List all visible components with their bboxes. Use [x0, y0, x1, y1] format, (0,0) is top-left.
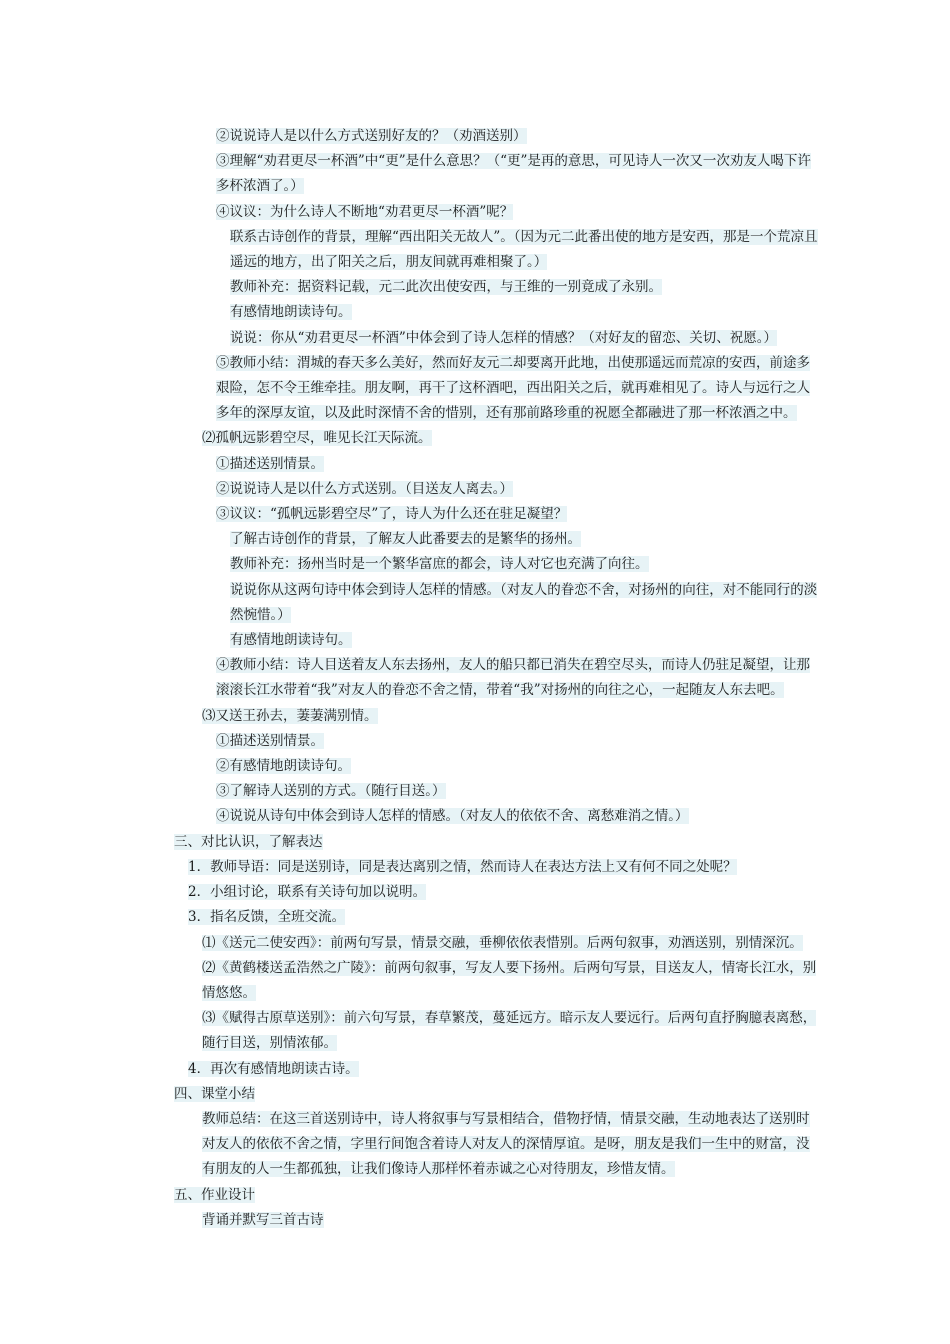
paragraph — [144, 1107, 820, 1183]
paragraph-text: ④说说从诗句中体会到诗人怎样的情感。（对友人的依依不舍、离愁难消之情。） — [216, 808, 689, 825]
paragraph — [144, 502, 820, 527]
paragraph-text: 有感情地朗读诗句。 — [230, 304, 352, 321]
paragraph — [144, 578, 820, 628]
paragraph-text: 3．指名反馈，全班交流。 — [188, 909, 346, 926]
paragraph — [144, 426, 820, 451]
paragraph-text: ②说说诗人是以什么方式送别。（目送友人离去。） — [216, 480, 513, 497]
paragraph — [144, 124, 820, 149]
paragraph — [144, 275, 820, 300]
paragraph — [144, 779, 820, 804]
paragraph — [144, 452, 820, 477]
paragraph-text: 五、作业设计 — [174, 1186, 255, 1203]
paragraph-text: ③了解诗人送别的方式。（随行目送。） — [216, 783, 446, 800]
paragraph-text: 教师补充：扬州当时是一个繁华富庶的都会，诗人对它也充满了向往。 — [230, 556, 649, 573]
paragraph-text: 1．教师导语：同是送别诗，同是表达离别之情，然而诗人在表达方法上又有何不同之处呢？ — [188, 858, 737, 875]
paragraph-text: 4．再次有感情地朗读古诗。 — [188, 1060, 359, 1077]
paragraph-text: ④议议：为什么诗人不断地“劝君更尽一杯酒”呢？ — [216, 203, 514, 220]
paragraph — [144, 477, 820, 502]
paragraph-text: 说说你从这两句诗中体会到诗人怎样的情感。（对友人的眷恋不舍，对扬州的向往，对不能同行的淡然惋惜。） — [230, 581, 818, 623]
paragraph — [144, 931, 820, 956]
paragraph — [144, 1006, 820, 1056]
paragraph-text: ③议议：“孤帆远影碧空尽”了，诗人为什么还在驻足凝望？ — [216, 506, 568, 523]
paragraph — [144, 149, 820, 199]
paragraph-text: 了解古诗创作的背景，了解友人此番要去的是繁华的扬州。 — [230, 531, 581, 548]
paragraph-text: 四、课堂小结 — [174, 1085, 255, 1102]
paragraph — [144, 225, 820, 275]
paragraph-text: ⑵孤帆远影碧空尽，唯见长江天际流。 — [202, 430, 432, 447]
paragraph — [144, 628, 820, 653]
paragraph-text: 教师补充：据资料记载，元二此次出使安西，与王维的一别竟成了永别。 — [230, 279, 662, 296]
paragraph-text: ⑶《赋得古原草送别》：前六句写景，春草繁茂，蔓延远方。暗示友人要远行。后两句直抒胸臆表离愁，随行目送，别情浓郁。 — [202, 1010, 817, 1052]
paragraph-text: 有感情地朗读诗句。 — [230, 632, 352, 649]
paragraph-text: ②说说诗人是以什么方式送别好友的？（劝酒送别） — [216, 128, 527, 144]
paragraph-text: 教师总结：在这三首送别诗中，诗人将叙事与写景相结合，借物抒情，情景交融，生动地表达了送别时对友人的依依不舍之情，字里行间饱含着诗人对友人的深情厚谊。是呀，朋友是我们一生中的财富，没有朋友的人一生都孤独，让我们像诗人那样怀着赤诚之心对待朋友，珍惜友情。 — [202, 1110, 810, 1178]
paragraph — [144, 200, 820, 225]
paragraph — [144, 729, 820, 754]
paragraph-text: 说说：你从“劝君更尽一杯酒”中体会到了诗人怎样的情感？（对好友的留恋、关切、祝愿。） — [230, 329, 778, 346]
document-body — [144, 124, 820, 1233]
paragraph-text: ⑶又送王孙去，萋萋满别情。 — [202, 707, 378, 724]
paragraph — [144, 1082, 820, 1107]
paragraph — [144, 704, 820, 729]
paragraph — [144, 1183, 820, 1208]
paragraph-text: 2．小组讨论，联系有关诗句加以说明。 — [188, 884, 427, 901]
paragraph — [144, 351, 820, 427]
paragraph-text: ④教师小结：诗人目送着友人东去扬州，友人的船只都已消失在碧空尽头，而诗人仍驻足凝望，让那滚滚长江水带着“我”对友人的眷恋不舍之情，带着“我”对扬州的向往之心，一起随友人东去吧。 — [216, 657, 810, 699]
paragraph — [144, 653, 820, 703]
paragraph — [144, 527, 820, 552]
paragraph — [144, 1057, 820, 1082]
paragraph — [144, 830, 820, 855]
paragraph — [144, 956, 820, 1006]
paragraph — [144, 905, 820, 930]
paragraph-text: ③理解“劝君更尽一杯酒”中“更”是什么意思？（“更”是再的意思，可见诗人一次又一次劝友人喝下许多杯浓酒了。） — [216, 153, 811, 195]
paragraph-text: ⑵《黄鹤楼送孟浩然之广陵》：前两句叙事，写友人要下扬州。后两句写景，目送友人，情寄长江水，别情悠悠。 — [202, 959, 817, 1001]
paragraph-text: 联系古诗创作的背景，理解“西出阳关无故人”。（因为元二此番出使的地方是安西，那是一个荒凉且遥远的地方，出了阳关之后，朋友间就再难相聚了。） — [230, 228, 818, 271]
paragraph-text: ⑤教师小结：渭城的春天多么美好，然而好友元二却要离开此地，出使那遥远而荒凉的安西，前途多艰险，怎不令王维牵挂。朋友啊，再干了这杯酒吧，西出阳关之后，就再难相见了。诗人与远行之人多年的深厚友谊，以及此时深情不舍的惜别，还有那前路珍重的祝愿全都融进了那一杯浓酒之中。 — [216, 354, 810, 422]
paragraph — [144, 326, 820, 351]
paragraph-text: ①描述送别情景。 — [216, 455, 324, 472]
paragraph — [144, 804, 820, 829]
paragraph-text: 背诵并默写三首古诗 — [202, 1211, 324, 1228]
paragraph — [144, 552, 820, 577]
paragraph-text: ②有感情地朗读诗句。 — [216, 758, 351, 775]
paragraph — [144, 1208, 820, 1233]
paragraph-text: ①描述送别情景。 — [216, 732, 324, 749]
paragraph-text: 三、对比认识，了解表达 — [174, 833, 323, 850]
paragraph — [144, 855, 820, 880]
paragraph — [144, 754, 820, 779]
paragraph-text: ⑴《送元二使安西》：前两句写景，情景交融，垂柳依依表惜别。后两句叙事，劝酒送别，别情深沉。 — [202, 934, 803, 951]
paragraph — [144, 880, 820, 905]
paragraph — [144, 300, 820, 325]
